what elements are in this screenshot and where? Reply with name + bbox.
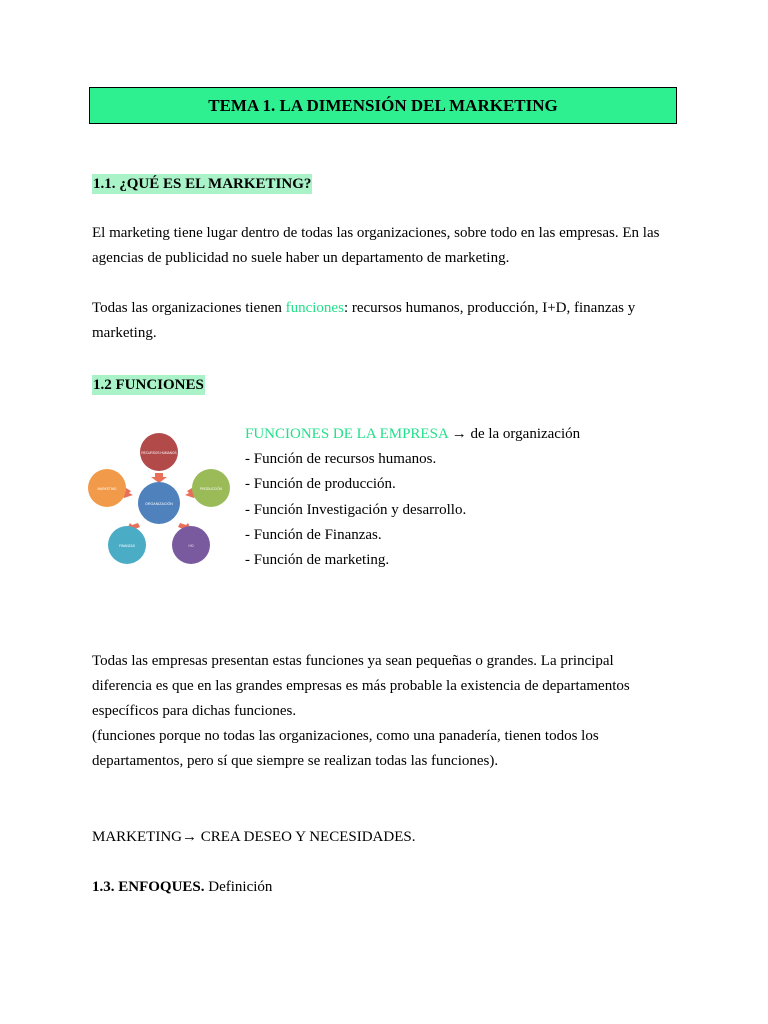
functions-list bbox=[245, 422, 665, 573]
enfoques-heading-rest: Definición bbox=[204, 879, 273, 895]
functions-title-highlight: FUNCIONES DE LA EMPRESA bbox=[245, 426, 448, 442]
diagram-center-label: ORGANIZACIÓN bbox=[145, 502, 173, 506]
paragraph-aclaracion: (funciones porque no todas las organizaciones, como una panadería, tienen todos los departamentos, pero sí que siempre se realizan todas las funciones). bbox=[92, 728, 599, 769]
diagram-node-label: RECURSOS HUMANOS bbox=[141, 451, 177, 455]
diagram-node-label: FINANZAS bbox=[119, 544, 135, 548]
enfoques-heading-bold: 1.3. ENFOQUES. bbox=[92, 879, 205, 895]
list-item: - Función de recursos humanos. bbox=[245, 451, 437, 468]
section-heading-enfoques bbox=[92, 875, 672, 900]
list-item: - Función de producción. bbox=[245, 476, 396, 493]
paragraph-empresas: Todas las empresas presentan estas funciones ya sean pequeñas o grandes. La principal diferencia es que en las grandes empresas es más probable la existencia de departamentos específicos para dichas funciones. bbox=[92, 653, 630, 719]
paragraph-funciones-end: : recursos humanos, producción, I+D, finanzas y marketing. bbox=[92, 300, 636, 341]
funciones-highlight: funciones bbox=[285, 300, 344, 316]
diagram-node-label: MARKETING bbox=[97, 487, 117, 491]
functions-title-rest: → de la organización bbox=[447, 426, 581, 442]
marketing-statement: MARKETING→ CREA DESEO Y NECESIDADES. bbox=[92, 829, 416, 845]
list-item: - Función de marketing. bbox=[245, 552, 390, 569]
diagram-node-label: PRODUCCIÓN bbox=[200, 487, 222, 491]
section-heading-que-es: 1.1. ¿QUÉ ES EL MARKETING? bbox=[93, 176, 312, 192]
paragraph-funciones bbox=[92, 296, 672, 346]
diagram-arrow bbox=[151, 473, 167, 483]
diagram-node-label: I+D bbox=[188, 544, 194, 548]
section-heading-funciones: 1.2 FUNCIONES bbox=[93, 377, 204, 393]
list-item: - Función Investigación y desarrollo. bbox=[245, 501, 467, 518]
functions-list-title bbox=[245, 422, 665, 447]
page-title: TEMA 1. LA DIMENSIÓN DEL MARKETING bbox=[89, 87, 677, 124]
paragraph-intro: El marketing tiene lugar dentro de todas las organizaciones, sobre todo en las empresas. En las agencias de publicidad no suele haber un departamento de marketing. bbox=[92, 225, 660, 266]
paragraph-funciones-start: Todas las organizaciones tienen bbox=[92, 300, 286, 316]
list-item: - Función de Finanzas. bbox=[245, 526, 382, 543]
organization-diagram bbox=[84, 428, 234, 570]
